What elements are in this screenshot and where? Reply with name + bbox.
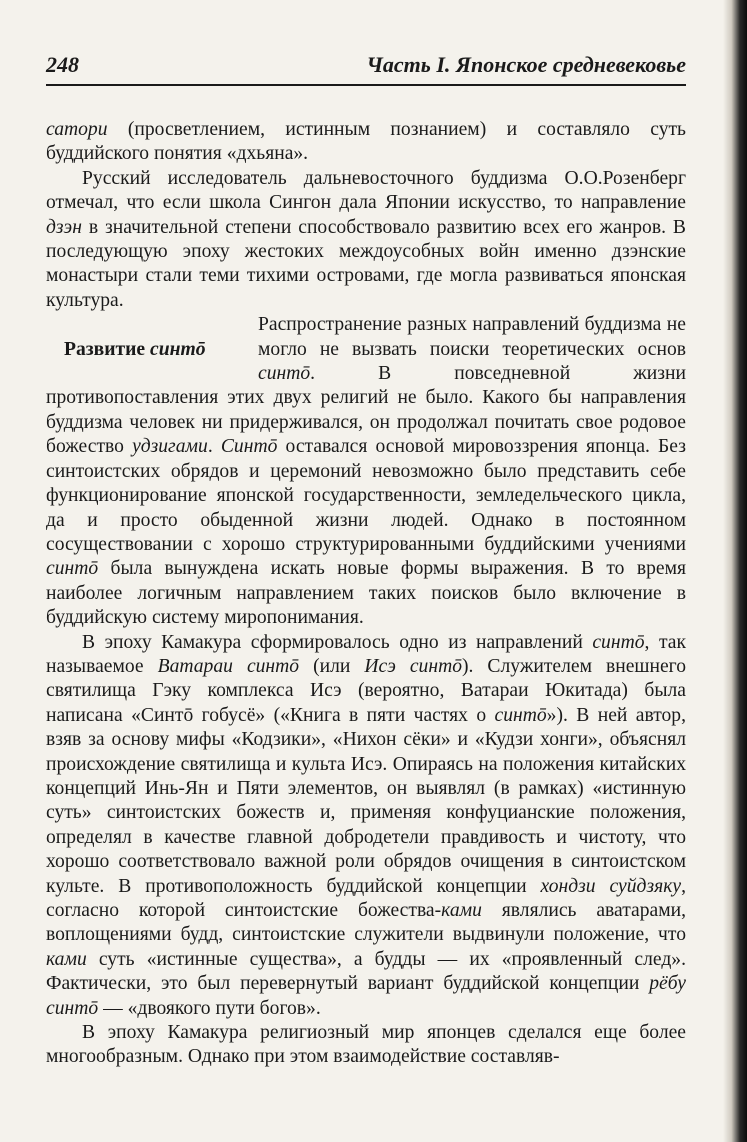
italic-term: Исэ синтō xyxy=(364,655,463,677)
text-run: , согласно которой синтоистские божества- xyxy=(46,875,686,921)
text-run: суть «истинные существа», а будды — их «проявленный след». Фактически, это был перевернутый вариант буддийской концепции xyxy=(46,948,686,995)
paragraph xyxy=(46,313,686,630)
text-run: была вынуждена искать новые формы выражения. В то время наиболее логичным направлением таких поисков было включение в буддийскую систему миропонимания. xyxy=(46,558,686,629)
italic-term: синтō xyxy=(46,558,99,580)
italic-term: хондзи суйдзяку xyxy=(540,875,682,897)
italic-term: рёбу синтō xyxy=(46,973,686,1019)
italic-term: синтō xyxy=(258,363,311,385)
italic-term: синтō xyxy=(494,704,547,726)
text-run: являлись аватарами, воплощениями будд, синтоистские служители выдвинули положение, что xyxy=(46,900,686,946)
italic-term: удзигами xyxy=(132,436,208,458)
page-number: 248 xyxy=(46,52,79,77)
text-run: в значительной степени способствовало развитию всех его жанров. В последующую эпоху жестоких междоусобных войн именно дзэнские монастыри стали теми тихими островами, где могла развиваться японская культура. xyxy=(46,216,686,311)
text-run: В эпоху Камакура сформировалось одно из направлений xyxy=(82,631,593,653)
italic-term: Ватараи синтō xyxy=(157,655,300,677)
text-run: (просветлением, истинным познанием) и составляло суть буддийского понятия «дхьяна». xyxy=(46,119,686,165)
text-run: В эпоху Камакура религиозный мир японцев сделался еще более многообразным. Однако при этом взаимодействие составляв- xyxy=(46,1022,686,1068)
paragraph xyxy=(46,167,686,313)
running-title: Часть I. Японское средневековье xyxy=(366,52,686,77)
italic-term: ками xyxy=(441,900,482,921)
text-run: — «двоякого пути богов». xyxy=(98,997,321,1019)
text-run: Распространение разных направлений буддизма не могло не вызвать поиски теоретических основ xyxy=(258,314,686,360)
italic-term: Синтō xyxy=(220,436,278,458)
italic-term: синтō xyxy=(592,631,645,653)
sidebar-heading-text: Развитие xyxy=(64,338,151,360)
text-run: , так называемое xyxy=(46,631,686,677)
italic-term: сатори xyxy=(46,119,108,140)
text-run: . xyxy=(207,436,221,458)
scan-edge-shadow xyxy=(723,0,747,1142)
text-run: »). В ней автор, взяв за основу мифы «Кодзики», «Нихон сёки» и «Кудзи хонги», объяснял происхождение святилища и культа Исэ. Опираясь на положения китайских концепций Инь-Ян и Пяти элементов, он выявлял (в рамках) «истинную суть» синтоистских божеств и, применяя конфуцианские положения, определял в качестве главной добродетели правдивость и чистоту, что хорошо соответствовало важной роли обрядов очищения в синтоистском культе. В противоположность буддийской концепции xyxy=(46,704,686,897)
italic-term: ками xyxy=(46,948,87,970)
body-text xyxy=(46,118,686,1070)
page-header xyxy=(46,52,686,80)
text-run: (или xyxy=(299,655,365,677)
text-run: . В повседневной жизни противопоставления этих двух религий не было. Какого бы направления буддизма человек ни придерживался, он продолжал почитать свое родовое божество xyxy=(46,363,686,458)
text-run: ). Служителем внешнего святилища Гэку комплекса Исэ (вероятно, Ватараи Юкитада) была написана «Синтō гобусё» («Книга в пяти частях о xyxy=(46,655,687,726)
text-run: оставался основой мировоззрения японца. Без синтоистских обрядов и церемоний невозможно было представить себе функционирование японской государственности, земледельческого цикла, да и просто обыденной жизни людей. Однако в постоянном сосуществовании с хорошо структурированными буддийскими учениями xyxy=(46,436,686,555)
sidebar-heading xyxy=(46,313,258,386)
sidebar-heading-italic: синтō xyxy=(150,338,206,360)
paragraph xyxy=(46,118,686,167)
header-rule xyxy=(46,84,686,86)
paragraph xyxy=(46,1021,686,1070)
italic-term: дзэн xyxy=(46,216,82,238)
text-run: Русский исследователь дальневосточного буддизма О.О.Розенберг отмечал, что если школа Сингон дала Японии искусство, то направление xyxy=(46,167,686,214)
paragraph xyxy=(46,631,686,1022)
